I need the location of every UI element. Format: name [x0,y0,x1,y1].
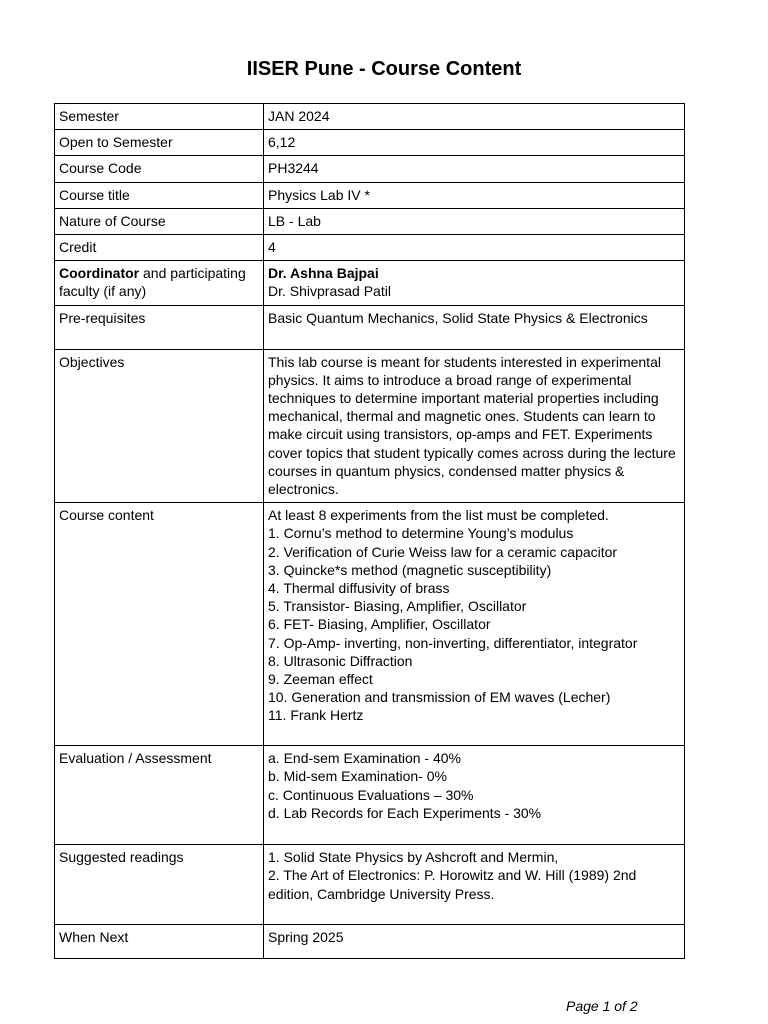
coordinator-value [264,261,685,305]
objectives-value: This lab course is meant for students interested in experimental physics. It aims to introduce a broad range of experimental techniques to determine important material properties including mechanical, thermal and magnetic ones. Students can learn to make circuit using transistors, op-amps and FET. Experiments cover topics that student typically comes across during the lecture courses in quantum physics, condensed matter physics & electronics. [264,349,685,503]
row-nature-of-course [55,208,685,234]
credit-value: 4 [264,235,685,261]
faculty-name: Dr. Shivprasad Patil [268,283,391,300]
experiment-item: 10. Generation and transmission of EM waves (Lecher) [268,689,611,706]
open-to-semester-value: 6,12 [264,130,685,156]
experiment-item: 11. Frank Hertz [268,707,364,724]
course-code-value: PH3244 [264,156,685,182]
readings-value [264,845,685,925]
row-coordinator [55,261,685,305]
evaluation-item: d. Lab Records for Each Experiments - 30% [268,804,542,821]
course-content-value [264,503,685,746]
course-content-intro: At least 8 experiments from the list must be completed. [268,507,609,524]
semester-label: Semester [55,104,264,130]
row-credit [55,235,685,261]
experiment-item: 2. Verification of Curie Weiss law for a ceramic capacitor [268,543,618,560]
credit-label: Credit [55,235,264,261]
reading-item: 2. The Art of Electronics: P. Horowitz and W. Hill (1989) 2nd edition, Cambridge University Press. [268,867,637,902]
experiment-item: 3. Quincke*s method (magnetic susceptibility) [268,561,552,578]
course-title-label: Course title [55,182,264,208]
evaluation-label: Evaluation / Assessment [55,746,264,845]
evaluation-item: a. End-sem Examination - 40% [268,750,461,767]
row-open-to-semester [55,130,685,156]
coordinator-label-bold: Coordinator [59,265,140,282]
prerequisites-label: Pre-requisites [55,305,264,349]
evaluation-item: c. Continuous Evaluations – 30% [268,786,474,803]
experiment-item: 8. Ultrasonic Diffraction [268,652,413,669]
course-content-table [54,103,685,959]
row-objectives [55,349,685,503]
evaluation-value [264,746,685,845]
page-title: IISER Pune - Course Content [246,58,522,80]
row-course-content [55,503,685,746]
experiment-item: 4. Thermal diffusivity of brass [268,580,450,597]
coordinator-label [55,261,264,305]
nature-value: LB - Lab [264,208,685,234]
when-next-label: When Next [55,925,264,959]
reading-item: 1. Solid State Physics by Ashcroft and Mermin, [268,849,559,866]
evaluation-item: b. Mid-sem Examination- 0% [268,768,447,785]
row-semester [55,104,685,130]
objectives-label: Objectives [55,349,264,503]
coordinator-name: Dr. Ashna Bajpai [268,265,379,282]
row-suggested-readings [55,845,685,925]
coordinator-label-rest: and participating faculty (if any) [59,265,246,300]
open-to-semester-label: Open to Semester [55,130,264,156]
readings-label: Suggested readings [55,845,264,925]
prerequisites-value: Basic Quantum Mechanics, Solid State Physics & Electronics [264,305,685,349]
experiment-item: 1. Cornu’s method to determine Young’s modulus [268,525,574,542]
experiment-item: 5. Transistor- Biasing, Amplifier, Oscillator [268,598,527,615]
row-course-title [55,182,685,208]
row-when-next [55,925,685,959]
row-evaluation [55,746,685,845]
semester-value: JAN 2024 [264,104,685,130]
nature-label: Nature of Course [55,208,264,234]
page-number: Page 1 of 2 [566,998,638,1014]
course-title-value: Physics Lab IV * [264,182,685,208]
experiment-item: 6. FET- Biasing, Amplifier, Oscillator [268,616,491,633]
course-content-label: Course content [55,503,264,746]
experiment-item: 7. Op-Amp- inverting, non-inverting, differentiator, integrator [268,634,638,651]
experiment-item: 9. Zeeman effect [268,671,373,688]
row-prerequisites [55,305,685,349]
course-code-label: Course Code [55,156,264,182]
when-next-value: Spring 2025 [264,925,685,959]
row-course-code [55,156,685,182]
